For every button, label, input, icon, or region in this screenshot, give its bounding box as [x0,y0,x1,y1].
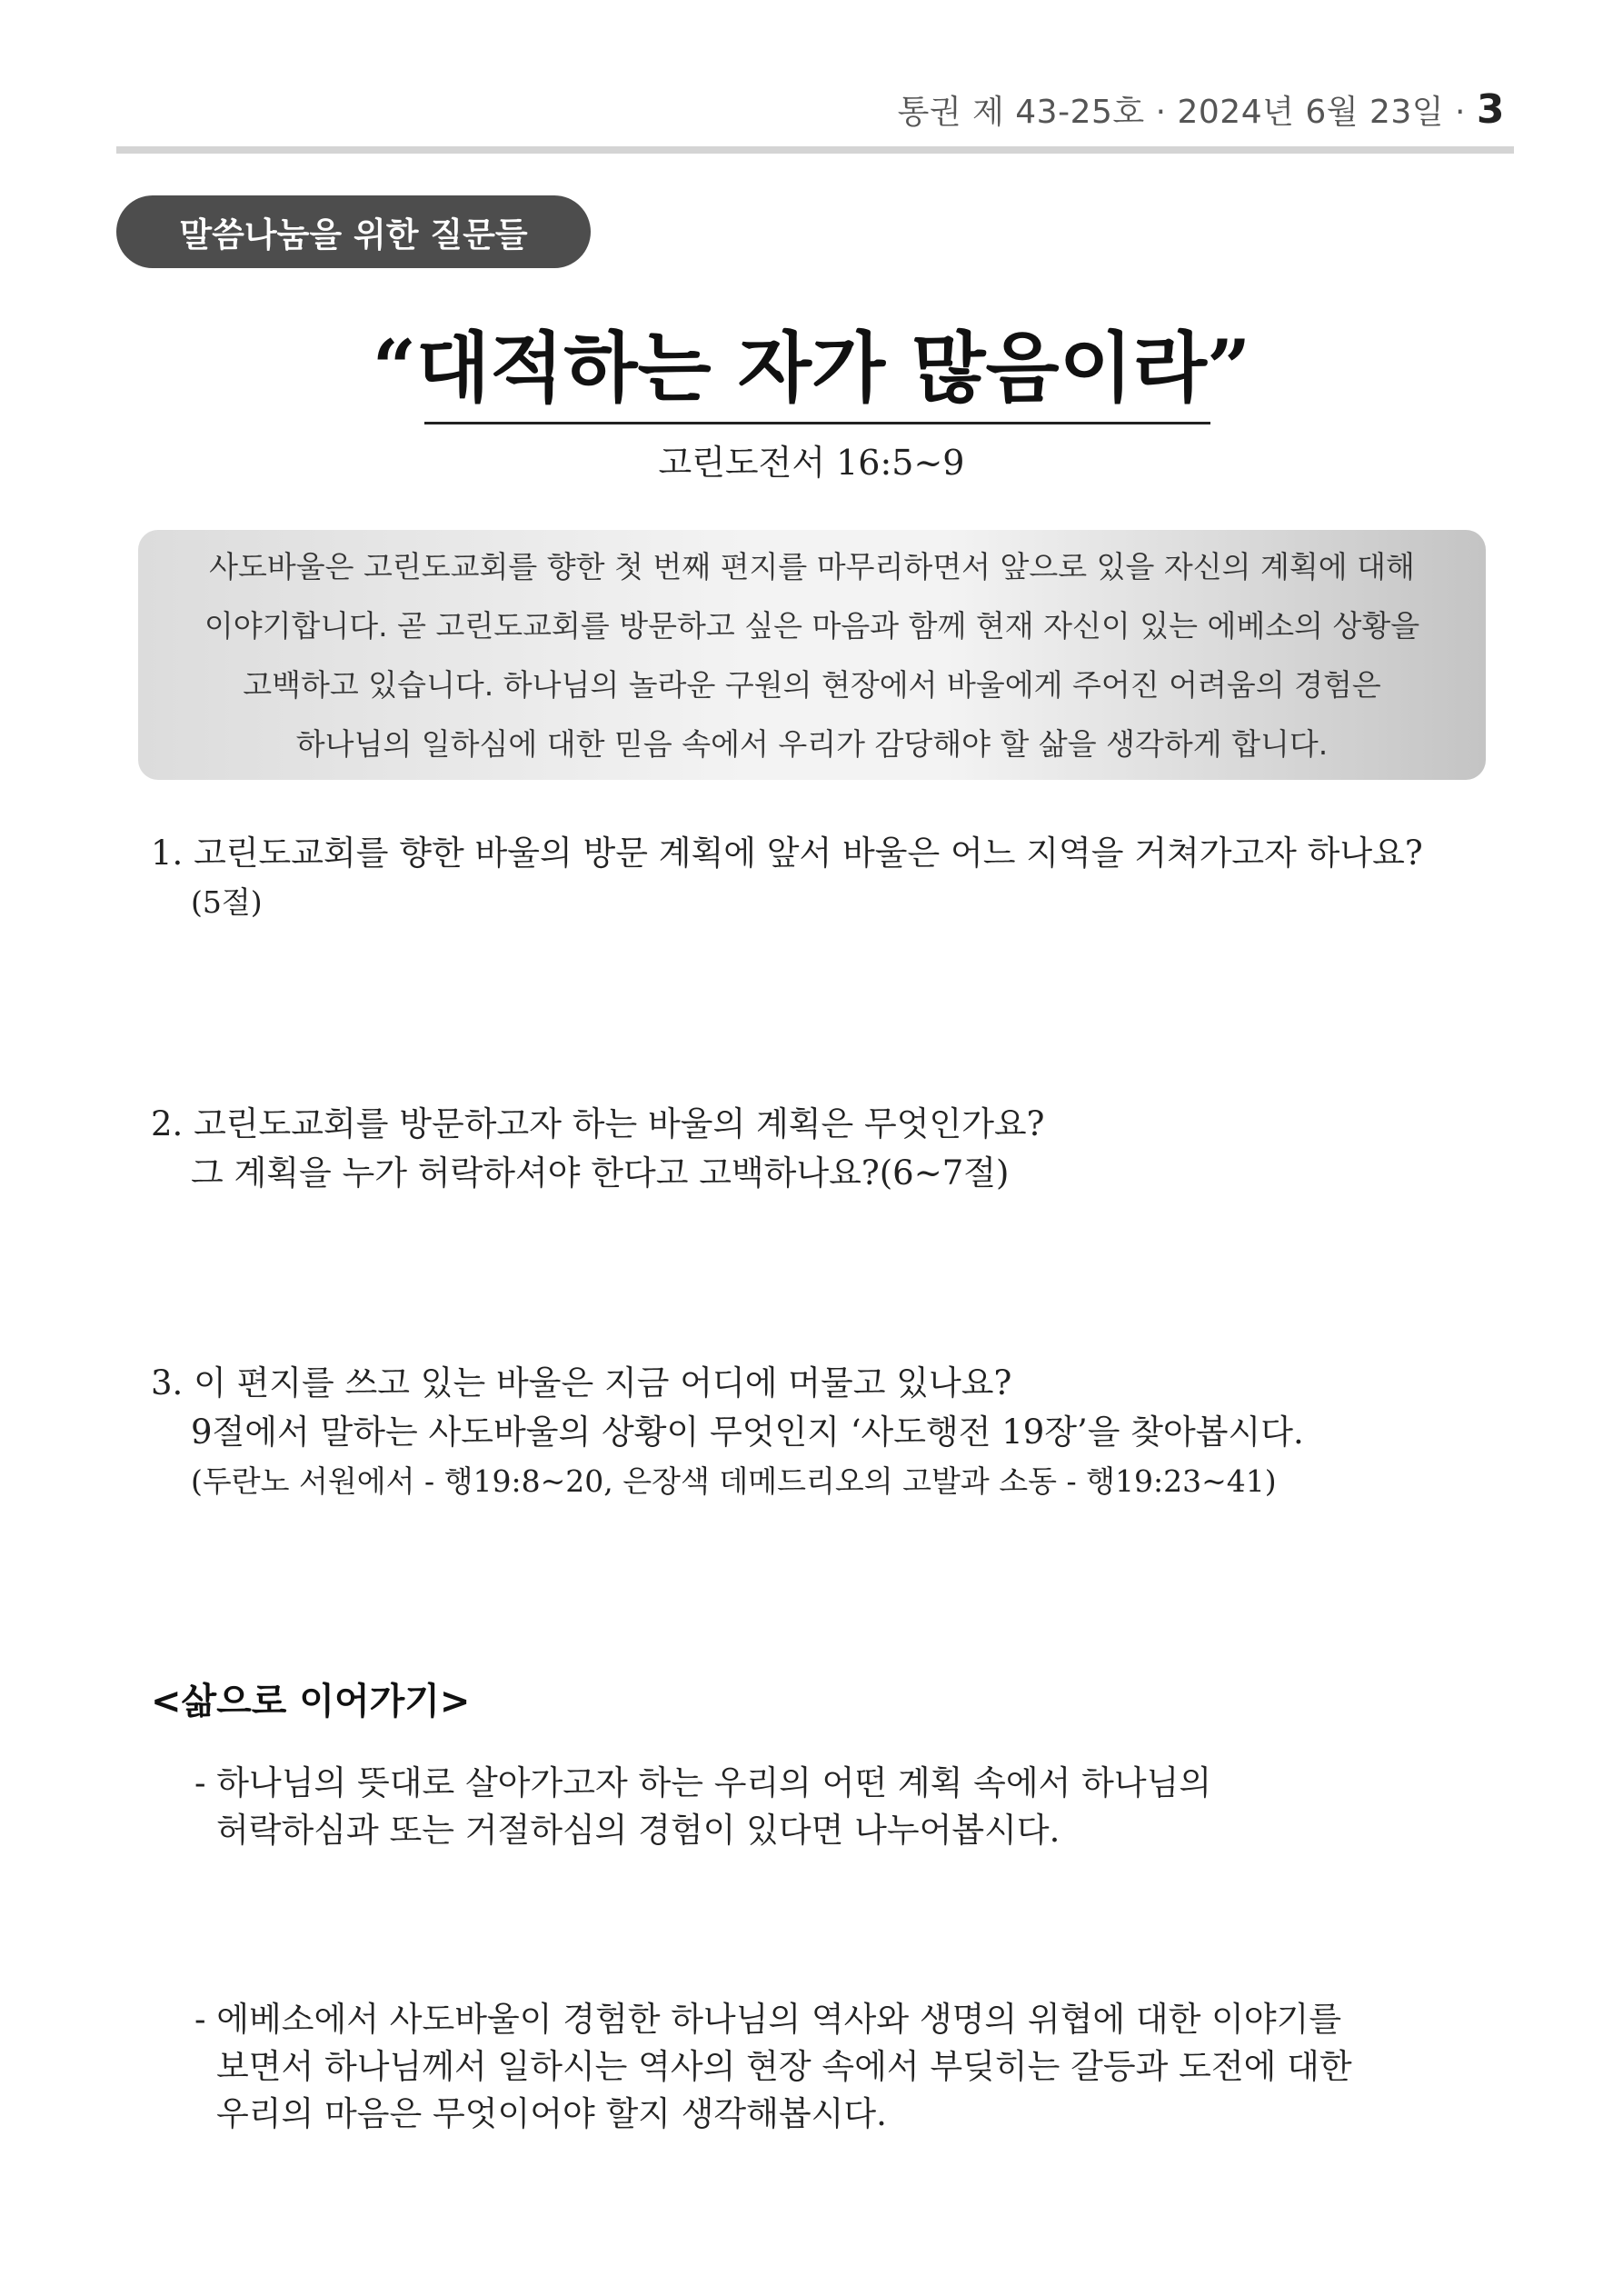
question-text: 2. 고린도교회를 방문하고자 하는 바울의 계획은 무엇인가요? [151,1104,1045,1143]
question-text: 1. 고린도교회를 향한 바울의 방문 계획에 앞서 바울은 어느 지역을 거쳐가고자 하나요? [151,834,1423,873]
issue-info: 통권 제 43-25호 · 2024년 6월 23일 · [897,94,1477,131]
application-item-2 [194,1996,1352,2138]
application-text: - 하나님의 뜻대로 살아가고자 하는 우리의 어떤 계획 속에서 하나님의 [194,1763,1212,1802]
application-text: - 에베소에서 사도바울이 경험한 하나님의 역사와 생명의 위협에 대한 이야기를 [194,2000,1342,2039]
summary-box [138,530,1486,780]
page-number: 3 [1476,86,1505,133]
application-heading: <삶으로 이어가기> [151,1681,471,1722]
question-1 [151,829,1423,927]
question-verse: (5절) [191,884,263,920]
summary-line: 이야기합니다. 곧 고린도교회를 방문하고 싶은 마음과 함께 현재 자신이 있는 에베소의 상황을 [204,607,1420,644]
sermon-title: “대적하는 자가 많음이라” [372,323,1251,413]
summary-line: 고백하고 있습니다. 하나님의 놀라운 구원의 현장에서 바울에게 주어진 어려움의 경험은 [243,666,1381,703]
application-text: 허락하심과 또는 거절하심의 경험이 있다면 나누어봅시다. [216,1811,1060,1850]
application-text: 우리의 마음은 무엇이어야 할지 생각해봅시다. [216,2094,887,2133]
issue-header [898,86,1505,133]
title-underline [424,422,1210,424]
application-item-1 [194,1760,1211,1854]
summary-line: 하나님의 일하심에 대한 믿음 속에서 우리가 감당해야 할 삶을 생각하게 합니다. [295,725,1329,762]
scripture-reference: 고린도전서 16:5~9 [658,443,965,483]
question-note: (두란노 서원에서 - 행19:8~20, 은장색 데메드리오의 고발과 소동 - 행19:23~41) [191,1463,1277,1499]
question-2 [151,1100,1045,1198]
application-text: 보면서 하나님께서 일하시는 역사의 현장 속에서 부딪히는 갈등과 도전에 대한 [216,2047,1352,2086]
question-text: 3. 이 편지를 쓰고 있는 바울은 지금 어디에 머물고 있나요? [151,1363,1012,1403]
question-text: 그 계획을 누가 허락하셔야 한다고 고백하나요?(6~7절) [191,1153,1010,1193]
question-3 [151,1359,1304,1506]
header-divider [116,146,1514,154]
summary-line: 사도바울은 고린도교회를 향한 첫 번째 편지를 마무리하면서 앞으로 있을 자신의 계획에 대해 [209,548,1415,584]
section-badge: 말씀나눔을 위한 질문들 [116,195,591,268]
question-text: 9절에서 말하는 사도바울의 상황이 무엇인지 ‘사도행전 19장’을 찾아봅시다. [191,1413,1304,1452]
